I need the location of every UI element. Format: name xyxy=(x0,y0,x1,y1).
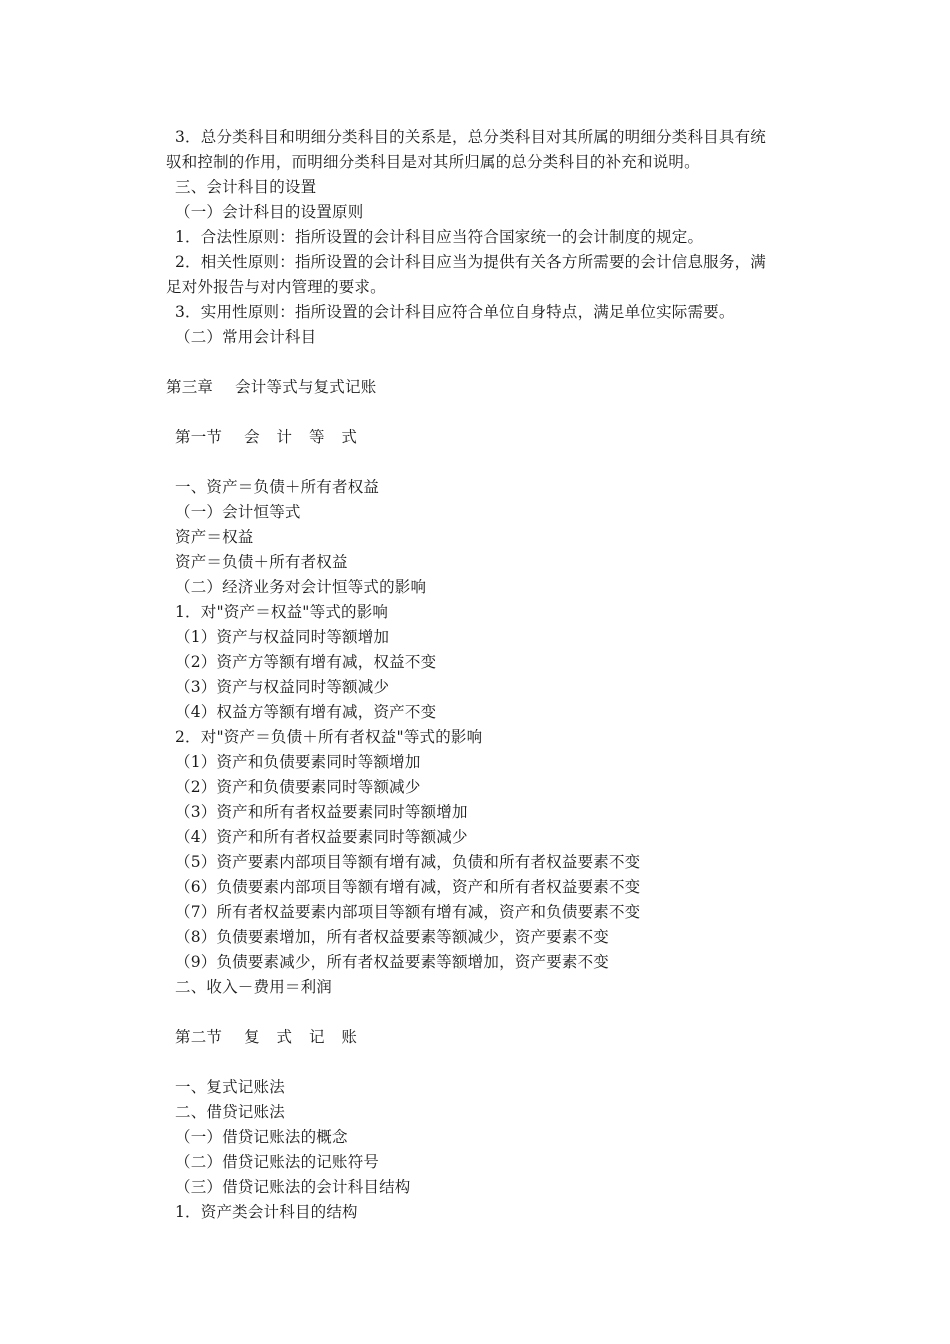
chapter-title: 会计等式与复式记账 xyxy=(235,378,377,396)
section-number: 第一节 xyxy=(175,428,223,446)
paragraph-line: 驭和控制的作用，而明细分类科目是对其所归属的总分类科目的补充和说明。 xyxy=(166,153,700,171)
list-item: （4）资产和所有者权益要素同时等额减少 xyxy=(175,828,468,846)
list-item: 3．实用性原则：指所设置的会计科目应符合单位自身特点，满足单位实际需要。 xyxy=(175,303,735,321)
section-title xyxy=(175,1027,363,1047)
list-item: （4）权益方等额有增有减，资产不变 xyxy=(175,703,437,721)
section-heading: 一、资产＝负债＋所有者权益 xyxy=(175,478,380,496)
list-item: 1．资产类会计科目的结构 xyxy=(175,1203,358,1221)
list-item: （7）所有者权益要素内部项目等额有增有减，资产和负债要素不变 xyxy=(175,903,641,921)
list-item: 2．对"资产＝负债＋所有者权益"等式的影响 xyxy=(175,728,483,746)
section-heading: 二、借贷记账法 xyxy=(175,1103,285,1121)
subsection-heading: （二）常用会计科目 xyxy=(175,328,317,346)
list-item: （2）资产方等额有增有减，权益不变 xyxy=(175,653,437,671)
chapter-number: 第三章 xyxy=(166,378,214,396)
list-item: （6）负债要素内部项目等额有增有减，资产和所有者权益要素不变 xyxy=(175,878,641,896)
section-heading: 二、收入－费用＝利润 xyxy=(175,978,333,996)
equation-line: 资产＝权益 xyxy=(175,528,254,546)
subsection-heading: （一）会计恒等式 xyxy=(175,503,301,521)
subsection-heading: （二）借贷记账法的记账符号 xyxy=(175,1153,380,1171)
list-item: （2）资产和负债要素同时等额减少 xyxy=(175,778,421,796)
section-name: 会 计 等 式 xyxy=(244,428,363,446)
list-item: （3）资产和所有者权益要素同时等额增加 xyxy=(175,803,468,821)
list-item: （8）负债要素增加，所有者权益要素等额减少，资产要素不变 xyxy=(175,928,609,946)
list-item: 1．合法性原则：指所设置的会计科目应当符合国家统一的会计制度的规定。 xyxy=(175,228,704,246)
section-name: 复 式 记 账 xyxy=(244,1028,363,1046)
list-item: （9）负债要素减少，所有者权益要素等额增加，资产要素不变 xyxy=(175,953,609,971)
section-title xyxy=(175,427,363,447)
section-number: 第二节 xyxy=(175,1028,223,1046)
subsection-heading: （三）借贷记账法的会计科目结构 xyxy=(175,1178,411,1196)
list-item: （3）资产与权益同时等额减少 xyxy=(175,678,390,696)
section-heading: 三、会计科目的设置 xyxy=(175,178,317,196)
paragraph-line: 足对外报告与对内管理的要求。 xyxy=(166,278,386,296)
chapter-heading xyxy=(166,377,376,397)
section-heading: 一、复式记账法 xyxy=(175,1078,285,1096)
list-item: 1．对"资产＝权益"等式的影响 xyxy=(175,603,389,621)
subsection-heading: （一）会计科目的设置原则 xyxy=(175,203,364,221)
list-item: （5）资产要素内部项目等额有增有减，负债和所有者权益要素不变 xyxy=(175,853,641,871)
list-item: （1）资产与权益同时等额增加 xyxy=(175,628,390,646)
paragraph-line: 3．总分类科目和明细分类科目的关系是，总分类科目对其所属的明细分类科目具有统 xyxy=(175,128,766,146)
equation-line: 资产＝负债＋所有者权益 xyxy=(175,553,348,571)
list-item: 2．相关性原则：指所设置的会计科目应当为提供有关各方所需要的会计信息服务，满 xyxy=(175,253,766,271)
subsection-heading: （一）借贷记账法的概念 xyxy=(175,1128,348,1146)
subsection-heading: （二）经济业务对会计恒等式的影响 xyxy=(175,578,427,596)
list-item: （1）资产和负债要素同时等额增加 xyxy=(175,753,421,771)
